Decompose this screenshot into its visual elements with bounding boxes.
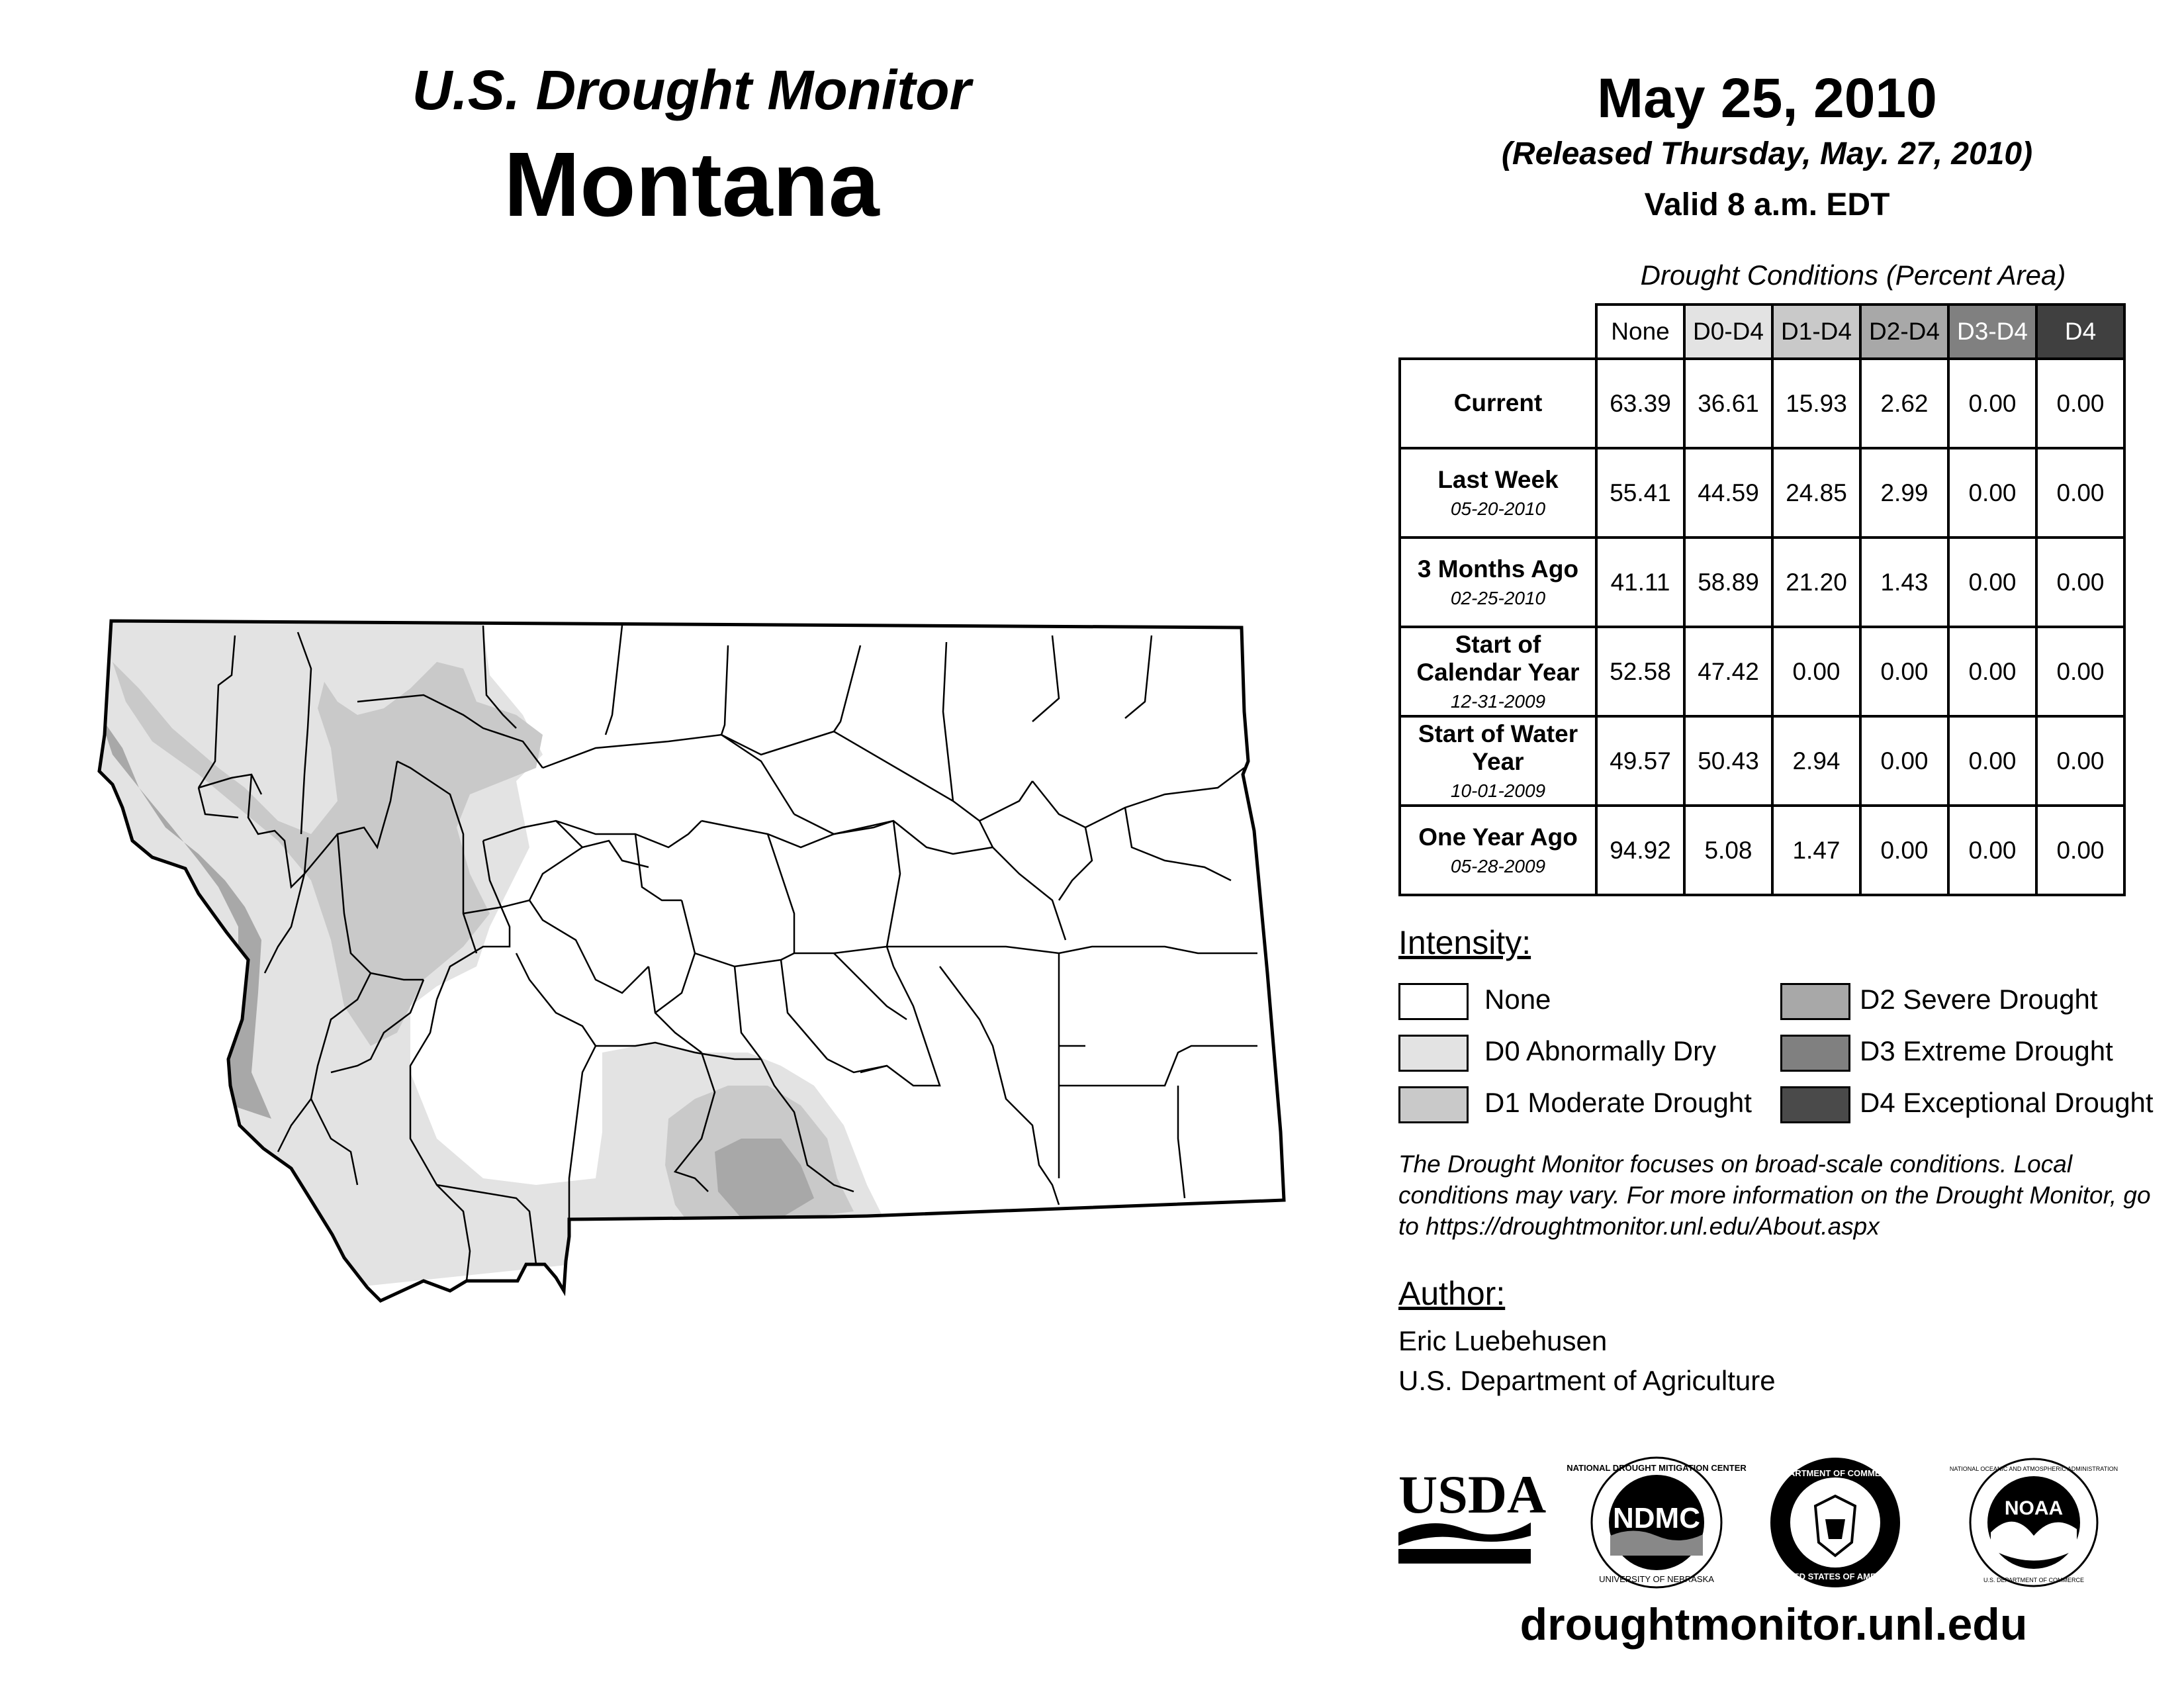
ndmc-ring-text: NATIONAL DROUGHT MITIGATION CENTER: [1567, 1463, 1747, 1473]
table-cell: 1.47: [1772, 806, 1860, 895]
table-cell: 21.20: [1772, 538, 1860, 627]
table-cell: 0.00: [1860, 716, 1948, 806]
legend-swatch-d4: [1780, 1086, 1850, 1123]
row-date: 10-01-2009: [1450, 780, 1546, 801]
row-label: Current: [1400, 359, 1596, 448]
col-d2-d4: D2-D4: [1860, 305, 1948, 359]
table-cell: 36.61: [1684, 359, 1772, 448]
col-d4: D4: [2036, 305, 2124, 359]
table-cell: 0.00: [1948, 359, 2036, 448]
table-cell: 50.43: [1684, 716, 1772, 806]
author-org: U.S. Department of Agriculture: [1398, 1365, 1776, 1396]
table-cell: 5.08: [1684, 806, 1772, 895]
legend-swatch-d2: [1780, 983, 1850, 1020]
legend-label-d2: D2 Severe Drought: [1860, 984, 2098, 1015]
table-cell: 0.00: [1948, 538, 2036, 627]
noaa-logo-text: NOAA: [2004, 1497, 2064, 1519]
row-date: 12-31-2009: [1450, 690, 1546, 712]
commerce-ring-bottom: UNITED STATES OF AMERICA: [1773, 1571, 1897, 1581]
table-cell: 15.93: [1772, 359, 1860, 448]
legend-label-d1: D1 Moderate Drought: [1484, 1087, 1752, 1118]
map-title: Montana: [504, 134, 880, 236]
drought-conditions-table: [1398, 303, 2126, 896]
usda-logo: [1398, 1464, 1546, 1564]
col-d1-d4: D1-D4: [1772, 305, 1860, 359]
table-header-row: [1400, 305, 2124, 359]
table-row: [1400, 448, 2124, 538]
row-date: 05-20-2010: [1450, 498, 1546, 519]
col-d3-d4: D3-D4: [1948, 305, 2036, 359]
legend-swatch-d0: [1398, 1035, 1469, 1072]
ndmc-logo-text: NDMC: [1613, 1502, 1700, 1534]
noaa-logo: [1950, 1459, 2118, 1586]
table-cell: 0.00: [2036, 806, 2124, 895]
table-row: [1400, 538, 2124, 627]
legend-title: Intensity:: [1398, 924, 1531, 961]
table-cell: 0.00: [2036, 538, 2124, 627]
legend-swatch-d3: [1780, 1035, 1850, 1072]
table-cell: 0.00: [2036, 716, 2124, 806]
release-date: (Released Thursday, May. 27, 2010): [1501, 136, 2033, 171]
table-row: [1400, 359, 2124, 448]
ndmc-logo: [1567, 1458, 1747, 1587]
author-name: Eric Luebehusen: [1398, 1325, 1608, 1356]
col-d0-d4: D0-D4: [1684, 305, 1772, 359]
table-cell: 63.39: [1596, 359, 1684, 448]
row-date: 02-25-2010: [1450, 587, 1546, 608]
table-cell: 0.00: [1948, 448, 2036, 538]
row-label: Last Week 05-20-2010: [1400, 448, 1596, 538]
site-url: droughtmonitor.unl.edu: [1520, 1599, 2028, 1650]
table-cell: 55.41: [1596, 448, 1684, 538]
table-cell: 2.99: [1860, 448, 1948, 538]
table-cell: 49.57: [1596, 716, 1684, 806]
table-cell: 0.00: [1772, 627, 1860, 716]
map-subtitle: U.S. Drought Monitor: [412, 59, 972, 121]
table-cell: 58.89: [1684, 538, 1772, 627]
table-caption: Drought Conditions (Percent Area): [1640, 259, 2066, 291]
table-cell: 0.00: [1948, 627, 2036, 716]
legend-label-d4: D4 Exceptional Drought: [1860, 1087, 2154, 1118]
table-cell: 0.00: [1860, 627, 1948, 716]
commerce-seal: [1770, 1458, 1900, 1587]
noaa-ring-bottom: U.S. DEPARTMENT OF COMMERCE: [1983, 1577, 2085, 1583]
author-title: Author:: [1398, 1275, 1506, 1312]
commerce-ring-text: DEPARTMENT OF COMMERCE: [1772, 1468, 1899, 1478]
table-row: [1400, 806, 2124, 895]
valid-time: Valid 8 a.m. EDT: [1644, 187, 1890, 222]
row-date: 05-28-2009: [1450, 855, 1546, 876]
table-cell: 1.43: [1860, 538, 1948, 627]
table-cell: 44.59: [1684, 448, 1772, 538]
table-cell: 2.94: [1772, 716, 1860, 806]
map-date: May 25, 2010: [1597, 67, 1937, 129]
row-label: One Year Ago 05-28-2009: [1400, 806, 1596, 895]
table-cell: 24.85: [1772, 448, 1860, 538]
table-cell: 2.62: [1860, 359, 1948, 448]
table-cell: 47.42: [1684, 627, 1772, 716]
table-cell: 52.58: [1596, 627, 1684, 716]
table-row: [1400, 627, 2124, 716]
table-cell: 0.00: [2036, 448, 2124, 538]
table-row: [1400, 716, 2124, 806]
row-label: Start of Calendar Year 12-31-2009: [1400, 627, 1596, 716]
ndmc-ring-bottom: UNIVERSITY OF NEBRASKA: [1599, 1574, 1714, 1584]
table-cell: 0.00: [1948, 716, 2036, 806]
legend-label-d3: D3 Extreme Drought: [1860, 1035, 2113, 1066]
table-cell: 41.11: [1596, 538, 1684, 627]
col-none: None: [1596, 305, 1684, 359]
table-cell: 94.92: [1596, 806, 1684, 895]
row-label: 3 Months Ago 02-25-2010: [1400, 538, 1596, 627]
table-cell: 0.00: [1860, 806, 1948, 895]
legend-label-d0: D0 Abnormally Dry: [1484, 1035, 1717, 1066]
row-label: Start of Water Year 10-01-2009: [1400, 716, 1596, 806]
legend-swatch-d1: [1398, 1086, 1469, 1123]
legend-label-none: None: [1484, 984, 1551, 1015]
noaa-ring-text: NATIONAL OCEANIC AND ATMOSPHERIC ADMINISTRATION: [1949, 1466, 2118, 1472]
usda-logo-text: USDA: [1398, 1464, 1547, 1524]
table-cell: 0.00: [2036, 359, 2124, 448]
table-cell: 0.00: [2036, 627, 2124, 716]
legend-swatch-none: [1398, 983, 1469, 1020]
partner-logos: [1398, 1456, 2184, 1589]
note-text: The Drought Monitor focuses on broad-scale conditions. Local conditions may vary. For more information on the Drought Monitor, go to https://droughtmonitor.unl.edu/About.aspx: [1398, 1150, 2151, 1240]
table-cell: 0.00: [1948, 806, 2036, 895]
